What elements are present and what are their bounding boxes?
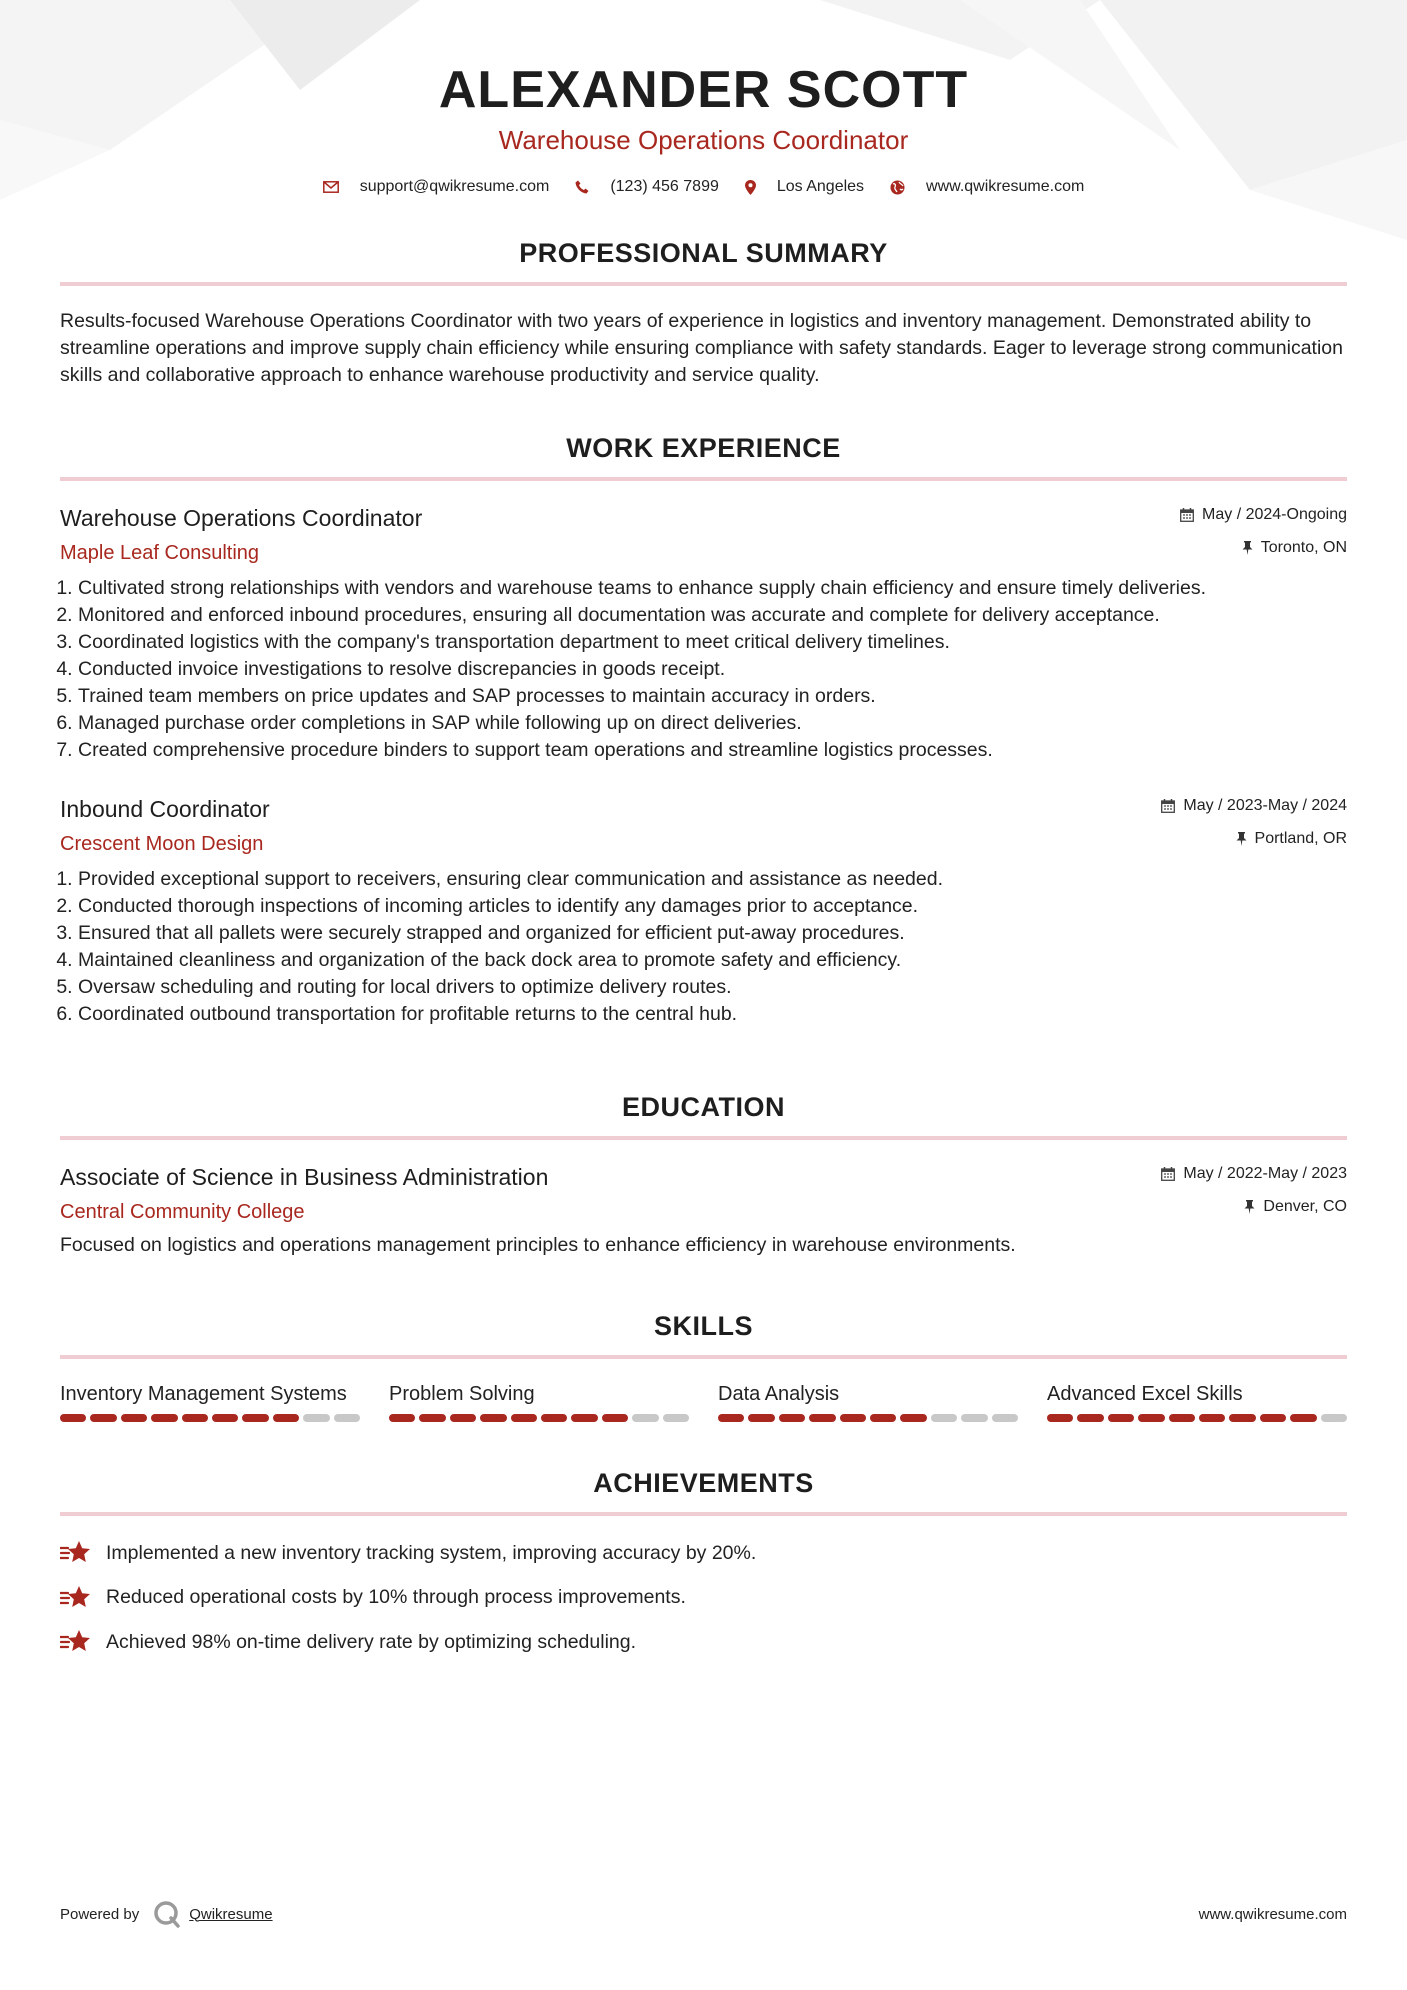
skill-level-segment — [779, 1414, 805, 1422]
list-item: 5. Trained team members on price updates and SAP processes to maintain accuracy in orders. — [78, 683, 1347, 710]
skill-level-segment — [212, 1414, 238, 1422]
summary-heading: PROFESSIONAL SUMMARY — [519, 238, 888, 268]
job-meta — [1180, 503, 1347, 560]
calendar-icon — [1161, 799, 1175, 813]
skill-level-segment — [334, 1414, 360, 1422]
skills-grid — [60, 1381, 1347, 1422]
skill-level-segment — [1169, 1414, 1195, 1422]
pushpin-icon — [1242, 541, 1253, 555]
school-name: Central Community College — [60, 1201, 305, 1223]
skills-heading: SKILLS — [653, 1311, 753, 1341]
skill-level-segment — [1260, 1414, 1286, 1422]
pushpin-icon — [1244, 1200, 1255, 1214]
skill-level-segment — [273, 1414, 299, 1422]
page-footer — [60, 1900, 1347, 1928]
skill-level-bar — [718, 1414, 1018, 1422]
list-item: 7. Created comprehensive procedure binders to support team operations and streamline logistics processes. — [78, 737, 1347, 764]
job-location: Toronto, ON — [1260, 539, 1347, 556]
skill-level-segment — [1138, 1414, 1164, 1422]
skill-level-segment — [931, 1414, 957, 1422]
skill-level-segment — [511, 1414, 537, 1422]
skill-level-segment — [1229, 1414, 1255, 1422]
experience-heading: WORK EXPERIENCE — [566, 433, 841, 463]
list-item: 2. Monitored and enforced inbound procedures, ensuring all documentation was accurate and complete for delivery acceptance. — [78, 602, 1347, 629]
skill-item — [389, 1381, 689, 1422]
achievement-item — [60, 1538, 1347, 1568]
list-item: 1. Provided exceptional support to receivers, ensuring clear communication and assistance as needed. — [78, 866, 1347, 893]
experience-section — [60, 431, 1347, 1028]
list-item: 2. Conducted thorough inspections of incoming articles to identify any damages prior to acceptance. — [78, 893, 1347, 920]
education-meta — [1161, 1162, 1347, 1219]
education-heading: EDUCATION — [622, 1092, 785, 1122]
shooting-star-icon — [60, 1540, 92, 1566]
job-dates: May / 2023-May / 2024 — [1183, 797, 1347, 814]
achievement-text: Implemented a new inventory tracking system, improving accuracy by 20%. — [106, 1541, 757, 1564]
contact-email[interactable] — [323, 178, 550, 196]
email-text: support@qwikresume.com — [359, 178, 550, 195]
list-item: 4. Conducted invoice investigations to resolve discrepancies in goods receipt. — [78, 656, 1347, 683]
skill-level-segment — [748, 1414, 774, 1422]
skill-level-segment — [663, 1414, 689, 1422]
job-title: Inbound Coordinator — [60, 796, 270, 822]
job-duties — [60, 575, 1347, 764]
skill-level-segment — [450, 1414, 476, 1422]
skill-item — [718, 1381, 1018, 1422]
skill-level-segment — [571, 1414, 597, 1422]
skill-name: Inventory Management Systems — [60, 1383, 347, 1405]
skill-level-segment — [1321, 1414, 1347, 1422]
brand-link[interactable]: Qwikresume — [189, 1905, 273, 1923]
skill-level-segment — [870, 1414, 896, 1422]
job-title: Warehouse Operations Coordinator — [60, 505, 423, 531]
skill-level-segment — [1077, 1414, 1103, 1422]
contact-bar — [60, 178, 1347, 196]
skill-name: Problem Solving — [389, 1383, 535, 1405]
list-item: 3. Coordinated logistics with the company's transportation department to meet critical delivery timelines. — [78, 629, 1347, 656]
skill-level-segment — [419, 1414, 445, 1422]
list-item: 3. Ensured that all pallets were securely strapped and organized for efficient put-away procedures. — [78, 920, 1347, 947]
shooting-star-icon — [60, 1629, 92, 1655]
achievement-text: Reduced operational costs by 10% through process improvements. — [106, 1586, 686, 1608]
education-description: Focused on logistics and operations management principles to enhance efficiency in warehouse environments. — [60, 1234, 1016, 1256]
skill-level-segment — [541, 1414, 567, 1422]
achievement-item — [60, 1627, 1347, 1657]
website-text: www.qwikresume.com — [926, 178, 1085, 195]
education-entry — [60, 1162, 1347, 1259]
skill-level-bar — [1047, 1414, 1347, 1422]
section-divider — [60, 477, 1347, 481]
job-duties — [60, 866, 1347, 1028]
candidate-name: ALEXANDER SCOTT — [438, 61, 969, 119]
skill-item — [60, 1381, 360, 1422]
skill-level-segment — [182, 1414, 208, 1422]
education-dates: May / 2022-May / 2023 — [1183, 1165, 1347, 1182]
footer-website[interactable]: www.qwikresume.com — [1198, 1905, 1347, 1923]
skill-level-segment — [303, 1414, 329, 1422]
map-pin-icon — [745, 180, 756, 195]
skill-name: Advanced Excel Skills — [1047, 1383, 1243, 1405]
achievement-text: Achieved 98% on-time delivery rate by optimizing scheduling. — [106, 1630, 637, 1653]
list-item: 4. Maintained cleanliness and organization of the back dock area to promote safety and efficiency. — [78, 947, 1347, 974]
powered-by-label: Powered by — [60, 1905, 140, 1923]
candidate-title: Warehouse Operations Coordinator — [498, 125, 909, 155]
skill-level-bar — [60, 1414, 360, 1422]
job-company: Maple Leaf Consulting — [60, 542, 260, 564]
achievements-section — [60, 1466, 1347, 1657]
skill-level-segment — [632, 1414, 658, 1422]
skill-level-segment — [900, 1414, 926, 1422]
job-dates: May / 2024-Ongoing — [1202, 506, 1347, 523]
pushpin-icon — [1236, 832, 1247, 846]
summary-section — [60, 236, 1347, 389]
achievement-item — [60, 1583, 1347, 1613]
skill-name: Data Analysis — [718, 1383, 840, 1405]
skill-level-segment — [840, 1414, 866, 1422]
skill-level-segment — [242, 1414, 268, 1422]
skill-level-segment — [809, 1414, 835, 1422]
calendar-icon — [1180, 508, 1194, 522]
education-location: Denver, CO — [1263, 1198, 1347, 1215]
calendar-icon — [1161, 1167, 1175, 1181]
location-text: Los Angeles — [776, 178, 865, 195]
section-divider — [60, 282, 1347, 286]
list-item: 1. Cultivated strong relationships with vendors and warehouse teams to enhance supply chain efficiency and ensure timely deliveries. — [78, 575, 1347, 602]
section-divider — [60, 1136, 1347, 1140]
skill-level-segment — [60, 1414, 86, 1422]
list-item: 5. Oversaw scheduling and routing for local drivers to optimize delivery routes. — [78, 974, 1347, 1001]
phone-text: (123) 456 7899 — [610, 178, 719, 195]
skill-level-segment — [121, 1414, 147, 1422]
skills-section — [60, 1309, 1347, 1422]
education-section — [60, 1090, 1347, 1259]
skill-level-segment — [992, 1414, 1018, 1422]
skill-level-segment — [389, 1414, 415, 1422]
list-item: 6. Managed purchase order completions in SAP while following up on direct deliveries. — [78, 710, 1347, 737]
skill-level-segment — [602, 1414, 628, 1422]
skill-level-segment — [1108, 1414, 1134, 1422]
degree-title: Associate of Science in Business Administration — [60, 1164, 549, 1190]
job-location: Portland, OR — [1254, 830, 1347, 847]
skill-level-segment — [1290, 1414, 1316, 1422]
skill-level-segment — [90, 1414, 116, 1422]
skill-level-segment — [480, 1414, 506, 1422]
shooting-star-icon — [60, 1585, 92, 1611]
resume-header — [60, 0, 1347, 196]
job-entry — [60, 794, 1347, 1028]
section-divider — [60, 1355, 1347, 1359]
summary-text: Results-focused Warehouse Operations Coordinator with two years of experience in logistics and inventory management. Demonstrated ability to streamline operations and improve supply chain efficiency while ensuring compliance with safety standards. Eager to leverage strong communication skills and collaborative approach to enhance warehouse productivity and service quality. — [60, 310, 1343, 386]
contact-phone[interactable] — [575, 178, 719, 196]
achievements-list — [60, 1538, 1347, 1657]
phone-icon — [575, 180, 589, 194]
skill-item — [1047, 1381, 1347, 1422]
qwikresume-logo-icon — [153, 1900, 181, 1928]
skill-level-segment — [961, 1414, 987, 1422]
list-item: 6. Coordinated outbound transportation for profitable returns to the central hub. — [78, 1001, 1347, 1028]
achievements-heading: ACHIEVEMENTS — [593, 1468, 814, 1498]
job-company: Crescent Moon Design — [60, 833, 264, 855]
job-meta — [1161, 794, 1347, 851]
contact-location — [745, 178, 864, 196]
skill-level-segment — [151, 1414, 177, 1422]
skill-level-segment — [718, 1414, 744, 1422]
envelope-icon — [323, 181, 339, 193]
skill-level-segment — [1047, 1414, 1073, 1422]
job-entry — [60, 503, 1347, 764]
contact-website[interactable] — [890, 178, 1084, 196]
section-divider — [60, 1512, 1347, 1516]
skill-level-bar — [389, 1414, 689, 1422]
skill-level-segment — [1199, 1414, 1225, 1422]
globe-icon — [890, 180, 905, 195]
